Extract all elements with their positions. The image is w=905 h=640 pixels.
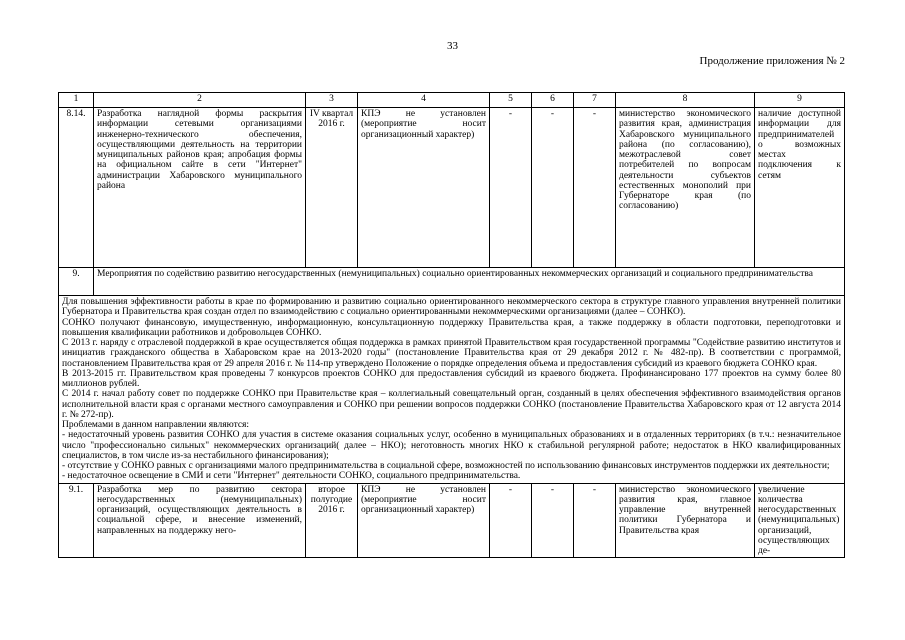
section-title: Мероприятия по содействию развитию негосударственных (немуниципальных) социально ориентированных некоммерческих организаций и социального предпринимательства <box>94 268 845 296</box>
row-number: 9.1. <box>59 483 94 558</box>
row-number: 8.14. <box>59 108 94 268</box>
deadline: IV квартал 2016 г. <box>306 108 358 268</box>
measure-description: Разработка наглядной формы раскрытия информации сетевыми организациями инженерно-технического обеспечения, осуществляющими деятельность на территории муниципальных районов края; апробация формы на официальном сайте в сети "Интернет" администрации Хабаровского муниципального района <box>94 108 306 268</box>
header-cell: 1 <box>59 93 94 108</box>
result-cell: наличие доступной информации для предпринимателей о возможных местах подключения к сетям <box>755 108 845 268</box>
header-row <box>59 93 845 108</box>
table-row <box>59 483 845 558</box>
info-paragraph: СОНКО получают финансовую, имущественную, информационную, консультационную поддержку Правительства края, а также поддержку в области подготовки, переподготовки и повышения квалификации работников и добровольцев СОНКО. <box>62 317 841 338</box>
header-cell: 5 <box>490 93 532 108</box>
deadline: второе полугодие 2016 г. <box>306 483 358 558</box>
executors-cell: министерство экономического развития края, администрация Хабаровского муниципального района (по согласованию), межотраслевой совет потребителей по вопросам деятельности субъектов естественных монополий при Губернаторе края (по согласованию) <box>616 108 755 268</box>
header-cell: 9 <box>755 93 845 108</box>
table-row <box>59 108 845 268</box>
info-row <box>59 296 845 484</box>
value-cell: - <box>490 108 532 268</box>
header-cell: 3 <box>306 93 358 108</box>
info-text-block <box>59 296 845 484</box>
header-cell: 4 <box>358 93 490 108</box>
info-paragraph: С 2014 г. начал работу совет по поддержке СОНКО при Правительстве края – коллегиальный совещательный орган, созданный в целях обеспечения эффективного взаимодействия органов исполнительной власти края с органами местного самоуправления и СОНКО при решении вопросов поддержки СОНКО (постановление Правительства Хабаровского края от 12 августа 2014 г. № 272-пр). <box>62 389 841 420</box>
kpe-cell: КПЭ не установлен (мероприятие носит организационный характер) <box>358 108 490 268</box>
info-paragraph: Проблемами в данном направлении являются: <box>62 420 250 430</box>
header-cell: 6 <box>532 93 574 108</box>
page-number: 33 <box>447 40 458 52</box>
header-cell: 7 <box>574 93 616 108</box>
measure-description: Разработка мер по развитию сектора негосударственных (немуниципальных) организаций, осуществляющих деятельность в социальной сфере, и внесение изменений, направленных на поддержку него- <box>94 483 306 558</box>
value-cell: - <box>490 483 532 558</box>
appendix-table <box>58 92 845 558</box>
header-cell: 8 <box>616 93 755 108</box>
header-cell: 2 <box>94 93 306 108</box>
value-cell: - <box>532 108 574 268</box>
value-cell: - <box>532 483 574 558</box>
info-paragraph: - недостаточное освещение в СМИ и сети "Интернет" деятельности СОНКО, социального предпринимательства. <box>62 471 521 482</box>
info-paragraph: Для повышения эффективности работы в крае по формированию и развитию социально ориентированного некоммерческого сектора в структуре главного управления внутренней политики Губернатора и Правительства края создан отдел по взаимодействию с социально ориентированными некоммерческими организациями (далее – СОНКО). <box>62 297 841 318</box>
kpe-cell: КПЭ не установлен (мероприятие носит организационный характер) <box>358 483 490 558</box>
info-paragraph: - недостаточный уровень развития СОНКО для участия в системе оказания социальных услуг, особенно в муниципальных образованиях и в отдаленных территориях (в т.ч.: незначительное число "профессионально сильных" некоммерческих организаций( далее – НКО); неготовность многих НКО к стабильной регулярной работе; недостаток в НКО квалифицированных специалистов, в том числе из-за нестабильного финансирования); <box>62 430 841 461</box>
appendix-continuation-title: Продолжение приложения № 2 <box>699 55 845 67</box>
info-paragraph: - отсутствие у СОНКО равных с организациями малого предпринимательства в социальной сфере, возможностей по использованию финансовых инструментов поддержки их деятельности; <box>62 461 830 471</box>
info-paragraph: С 2013 г. наряду с отраслевой поддержкой в крае осуществляется общая поддержка в рамках принятой Правительством края государственной программы "Содействие развитию институтов и инициатив гражданского общества в Хабаровском крае на 2013-2020 годы" (постановление Правительства края от 29 декабря 2012 г. № 482-пр). В соответствии с программой, постановлением Правительства края от 29 апреля 2016 г. № 114-пр утверждено Положение о порядке определения объема и предоставления субсидий из краевого бюджета СОНКО края. <box>62 338 841 369</box>
value-cell: - <box>574 108 616 268</box>
executors-cell: министерство экономического развития края, главное управление внутренней политики Губернатора и Правительства края <box>616 483 755 558</box>
info-paragraph: В 2013-2015 гг. Правительством края проведены 7 конкурсов проектов СОНКО для предоставления субсидий из краевого бюджета. Профинансировано 177 проектов на сумму более 80 миллионов рублей. <box>62 368 841 389</box>
section-number: 9. <box>59 268 94 296</box>
result-cell: увеличение количества негосударственных (немуниципальных) организаций, осуществляющих де- <box>755 483 845 558</box>
value-cell: - <box>574 483 616 558</box>
section-row <box>59 268 845 296</box>
